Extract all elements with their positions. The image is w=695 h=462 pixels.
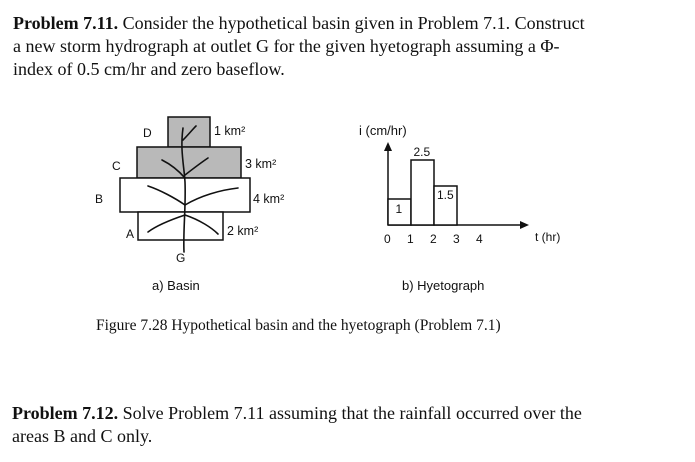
chart-x-tick-label: 3	[453, 232, 460, 246]
problem-7-11-text-3: index of 0.5 cm/hr and zero baseflow.	[13, 59, 285, 79]
basin-outlet-g: G	[176, 251, 186, 265]
problem-7-12	[12, 402, 692, 448]
problem-7-11	[13, 12, 693, 81]
hyetograph-caption: b) Hyetograph	[402, 278, 485, 293]
basin-diagram	[90, 110, 320, 270]
problem-7-12-text-1: Solve Problem 7.11 assuming that the rainfall occurred over the	[122, 403, 582, 423]
basin-area-c-label: 3 km²	[245, 157, 277, 171]
problem-7-12-text-2: areas B and C only.	[12, 426, 153, 446]
chart-x-axis-label: t (hr)	[535, 230, 561, 244]
chart-bar-label: 1.5	[437, 188, 454, 202]
basin-area-b-label: 4 km²	[253, 192, 285, 206]
chart-y-axis-label: i (cm/hr)	[359, 123, 407, 138]
hyetograph-chart	[345, 115, 585, 255]
chart-x-ticks	[384, 232, 483, 246]
problem-7-11-text-2: a new storm hydrograph at outlet G for the given hyetograph assuming a Φ-	[13, 36, 560, 56]
basin-label-d: D	[143, 126, 152, 140]
chart-bar-label: 1	[395, 202, 403, 216]
chart-x-tick-label: 0	[384, 232, 391, 246]
basin-area-a-label: 2 km²	[227, 224, 259, 238]
problem-7-12-line-1	[12, 402, 692, 425]
basin-area-d-label: 1 km²	[214, 124, 246, 138]
chart-bar	[411, 160, 434, 225]
basin-label-b: B	[95, 192, 104, 206]
basin-caption: a) Basin	[152, 278, 200, 293]
chart-x-tick-label: 2	[430, 232, 437, 246]
problem-7-11-label: Problem 7.11.	[13, 13, 119, 33]
problem-7-12-label: Problem 7.12.	[12, 403, 119, 423]
chart-x-axis-arrow	[520, 221, 529, 229]
basin-label-c: C	[112, 159, 121, 173]
chart-x-tick-label: 1	[407, 232, 414, 246]
chart-x-tick-label: 4	[476, 232, 483, 246]
basin-area-d	[168, 117, 210, 147]
basin-area-c	[137, 147, 241, 178]
chart-y-axis-arrow	[384, 142, 392, 151]
problem-7-11-text-1: Consider the hypothetical basin given in Problem 7.1. Construct	[122, 13, 585, 33]
chart-bar-label: 2.5	[413, 145, 431, 159]
problem-7-11-line-1	[13, 12, 693, 35]
basin-label-a: A	[126, 227, 135, 241]
figure-caption: Figure 7.28 Hypothetical basin and the hyetograph (Problem 7.1)	[96, 317, 501, 334]
